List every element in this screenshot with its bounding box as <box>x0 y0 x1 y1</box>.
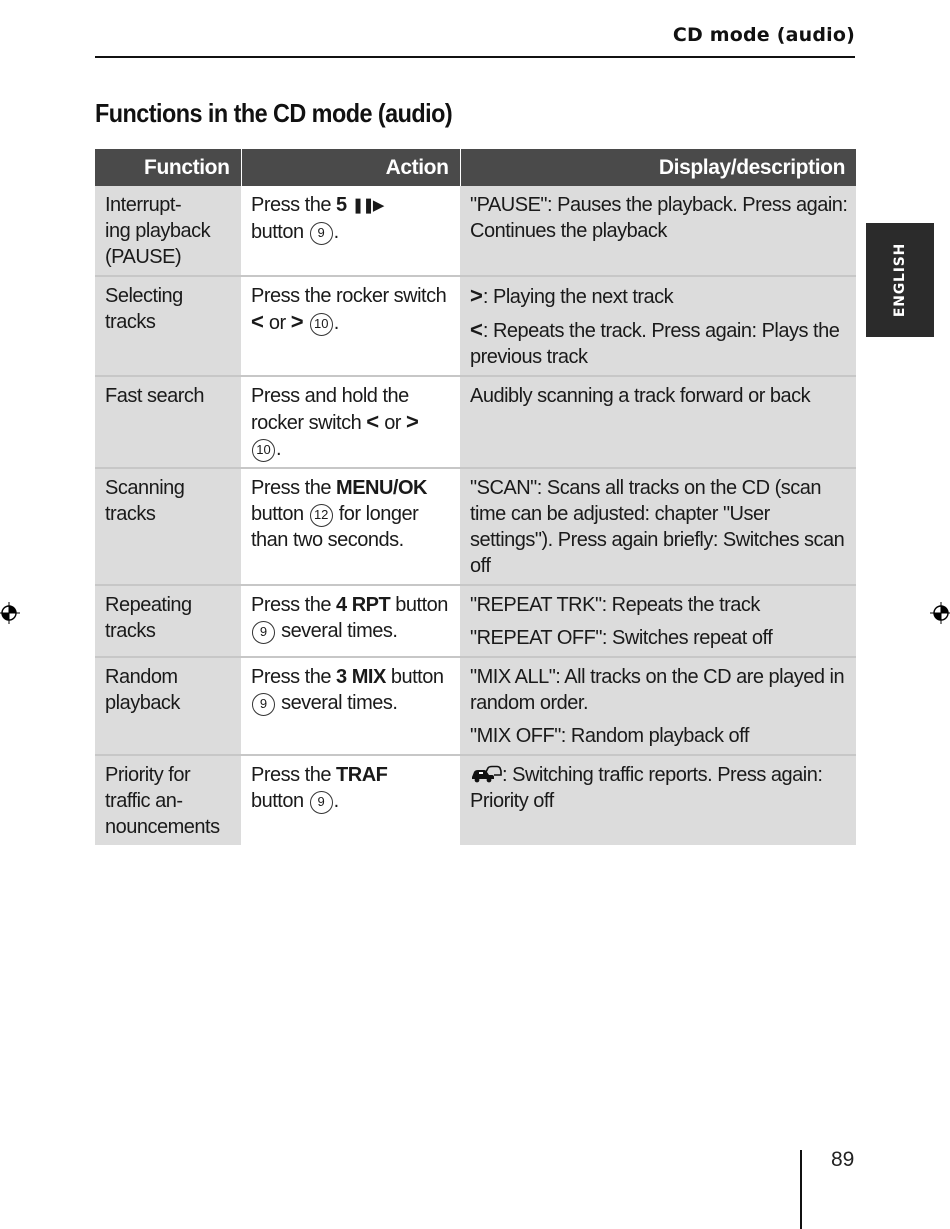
action-text: Press the <box>251 594 337 616</box>
description-cell <box>460 585 856 657</box>
action-key: TRAF <box>336 764 388 786</box>
function-text: Scanning <box>105 477 185 499</box>
action-text: or <box>384 412 401 434</box>
action-cell <box>241 755 460 845</box>
function-text: Interrupt- <box>105 194 182 216</box>
description-cell <box>460 755 856 845</box>
button-number-badge: 9 <box>310 791 333 814</box>
description-text: "REPEAT TRK": Repeats the track <box>470 594 760 616</box>
button-number-badge: 9 <box>252 621 275 644</box>
action-text: Press and hold the rocker switch <box>251 385 409 434</box>
function-text: tracks <box>105 503 156 525</box>
action-text: for longer than two seconds. <box>251 503 419 551</box>
description-cell <box>460 468 856 585</box>
function-cell <box>95 468 241 585</box>
description-cell <box>460 376 856 468</box>
chevron-right-icon: > <box>406 409 419 434</box>
language-tab-label: ENGLISH <box>892 242 908 318</box>
action-text: button <box>251 503 304 525</box>
chevron-left-icon: < <box>366 409 380 434</box>
action-cell <box>241 585 460 657</box>
traffic-car-icon <box>470 765 502 783</box>
description-line <box>470 283 848 310</box>
play-pause-icon: ❚❚▶ <box>351 197 383 214</box>
table-row-traffic-priority <box>95 755 856 845</box>
description-line <box>470 317 848 370</box>
action-text: . <box>333 312 339 334</box>
function-text: tracks <box>105 311 156 333</box>
function-text: Fast search <box>105 385 204 407</box>
description-cell <box>460 186 856 276</box>
function-text: Repeating <box>105 594 192 616</box>
table-row-scanning-tracks <box>95 468 856 585</box>
function-text: Priority for <box>105 764 191 786</box>
function-cell <box>95 276 241 376</box>
description-text: : Repeats the track. Press again: Plays the previous track <box>470 320 840 368</box>
description-text: "REPEAT OFF": Switches repeat off <box>470 627 773 649</box>
description-text: "MIX ALL": All tracks on the CD are played in random order. <box>470 666 845 714</box>
action-text: several times. <box>281 620 398 642</box>
action-text: Press the <box>251 477 337 499</box>
description-text: Audibly scanning a track forward or back <box>470 385 811 407</box>
action-text: Press the <box>251 764 337 786</box>
registration-mark-left-icon <box>0 602 20 624</box>
table-row-fast-search <box>95 376 856 468</box>
action-text: Press the <box>251 666 337 688</box>
action-text: button <box>385 666 444 688</box>
description-cell <box>460 657 856 755</box>
action-key: 4 RPT <box>336 594 391 616</box>
table-row-selecting-tracks <box>95 276 856 376</box>
function-text: traffic an- <box>105 790 183 812</box>
action-key: 3 MIX <box>336 666 386 688</box>
header-rule <box>95 56 855 58</box>
chevron-right-icon: > <box>470 283 483 308</box>
column-header-description: Display/description <box>460 149 856 186</box>
description-text: : Switching traffic reports. Press again: Priority off <box>470 764 823 812</box>
action-key: MENU/OK <box>336 477 427 499</box>
page-number: 89 <box>831 1148 855 1171</box>
function-cell <box>95 657 241 755</box>
function-cell <box>95 376 241 468</box>
table-header-row <box>95 149 856 186</box>
button-number-badge: 12 <box>310 504 333 527</box>
column-header-action: Action <box>241 149 460 186</box>
description-line <box>470 762 848 814</box>
function-text: (PAUSE) <box>105 246 182 268</box>
running-header-title: CD mode (audio) <box>672 24 855 46</box>
column-header-function: Function <box>95 149 241 186</box>
action-cell <box>241 468 460 585</box>
button-number-badge: 10 <box>310 313 333 336</box>
function-cell <box>95 186 241 276</box>
table-row-pause <box>95 186 856 276</box>
action-text: button <box>251 221 304 243</box>
action-text: . <box>333 790 339 812</box>
section-title: Functions in the CD mode (audio) <box>95 98 453 128</box>
function-text: nouncements <box>105 816 220 838</box>
table-row-random-playback <box>95 657 856 755</box>
page-number-rule <box>800 1150 802 1229</box>
action-cell <box>241 186 460 276</box>
action-text: . <box>333 221 339 243</box>
registration-mark-right-icon <box>930 602 950 624</box>
description-text: "PAUSE": Pauses the playback. Press again: Continues the playback <box>470 194 848 242</box>
action-text: Press the <box>251 194 337 216</box>
action-text: button <box>390 594 448 616</box>
action-cell <box>241 657 460 755</box>
action-text: several times. <box>281 692 398 714</box>
action-key: 5 <box>336 194 347 216</box>
button-number-badge: 9 <box>252 693 275 716</box>
functions-table <box>95 149 856 845</box>
chevron-left-icon: < <box>251 309 264 334</box>
action-text: . <box>276 438 282 460</box>
function-text: playback <box>105 692 180 714</box>
table-row-repeating-tracks <box>95 585 856 657</box>
action-text: or <box>268 312 286 334</box>
function-text: ing playback <box>105 220 211 242</box>
function-text: Selecting <box>105 285 183 307</box>
action-text: button <box>251 790 304 812</box>
function-text: Random <box>105 666 178 688</box>
description-text: "SCAN": Scans all tracks on the CD (scan time can be adjusted: chapter "User settings"). Press again briefly: Switches scan off <box>470 477 845 577</box>
description-text: : Playing the next track <box>482 286 674 308</box>
action-cell <box>241 276 460 376</box>
description-text: "MIX OFF": Random playback off <box>470 725 749 747</box>
button-number-badge: 9 <box>310 222 333 245</box>
action-text: Press the rocker switch <box>251 285 447 307</box>
button-number-badge: 10 <box>252 439 275 462</box>
function-cell <box>95 585 241 657</box>
chevron-right-icon: > <box>290 309 304 334</box>
function-cell <box>95 755 241 845</box>
description-cell <box>460 276 856 376</box>
action-cell <box>241 376 460 468</box>
chevron-left-icon: < <box>470 317 483 342</box>
language-tab <box>866 223 934 337</box>
function-text: tracks <box>105 620 156 642</box>
